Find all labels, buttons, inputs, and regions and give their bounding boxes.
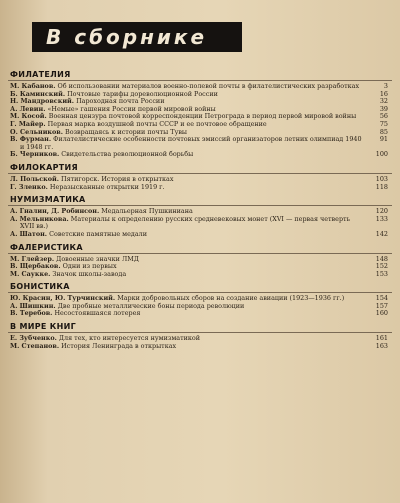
entry-text [8, 231, 364, 239]
entry-author: Б. Каминский. [10, 89, 66, 98]
entry-page-number: 161 [375, 334, 388, 343]
entry-title: Две пробные металлические боны периода революции [57, 301, 245, 310]
section [8, 242, 392, 279]
entry-author: В. Теребов. [10, 309, 53, 318]
entry-page-number: 16 [379, 89, 388, 98]
toc-entry [8, 343, 392, 351]
entry-author: Г. Зленко. [10, 182, 48, 191]
entry-page-number: 148 [375, 254, 388, 263]
entry-page-number: 85 [379, 127, 388, 136]
entry-page-number: 32 [379, 97, 388, 106]
entry-title: Несостоявшаяся лотерея [54, 309, 141, 318]
entry-text [8, 343, 364, 351]
entry-title: История Ленинграда в открытках [61, 341, 177, 350]
section [8, 321, 392, 350]
entry-title: Материалы к определению русских средневековых монет (XVI — первая четверть XVII вв.) [20, 214, 351, 231]
entry-page-number: 120 [375, 207, 388, 216]
entry-text [8, 271, 364, 279]
entry-title: Пароходная почта России [76, 97, 165, 106]
entry-author: Л. Польской. [10, 174, 59, 183]
entry-author: М. Степанов. [10, 341, 60, 350]
section [8, 194, 392, 238]
entry-author: Ю. Красин, Ю. Турчинский. [10, 294, 116, 303]
entry-page-number: 153 [375, 269, 388, 278]
entry-author: В. Щербаков. [10, 262, 61, 271]
entry-title: Первая марка воздушной почты СССР и ее почтовое обращение [47, 119, 267, 128]
entry-author: Г. Майер. [10, 119, 46, 128]
entry-author: А. Шишкин. [10, 301, 56, 310]
section [8, 69, 392, 159]
entry-title: Об использовании материалов военно-полевой почты в филателистических разработках [57, 82, 360, 90]
entry-page-number: 103 [375, 174, 388, 183]
entry-title: Свидетельства революционной борьбы [61, 150, 194, 159]
entry-author: А. Мельникова. [10, 214, 69, 223]
entry-author: М. Косой. [10, 112, 47, 121]
entry-author: М. Саукке. [10, 269, 51, 278]
toc-entry [8, 231, 392, 239]
section-title: ФАЛЕРИСТИКА [8, 242, 392, 254]
entry-page-number: 3 [383, 82, 388, 90]
entry-author: М. Глейзер. [10, 254, 55, 263]
entry-title: Пятигорск. История в открытках [61, 174, 174, 183]
section-title: ФИЛОКАРТИЯ [8, 162, 392, 174]
toc-entry [8, 136, 392, 151]
entry-page-number: 91 [379, 135, 388, 144]
entry-page-number: 56 [379, 112, 388, 121]
table-of-contents [8, 66, 392, 350]
page-title: В сборнике [32, 22, 242, 52]
toc-entry [8, 184, 392, 192]
entry-text [8, 216, 364, 231]
toc-entry [8, 271, 392, 279]
section-title: ФИЛАТЕЛИЯ [8, 69, 392, 81]
entry-page-number: 152 [375, 262, 388, 271]
entry-page-number: 157 [375, 301, 388, 310]
entry-title: Медальерная Пушкиниана [101, 207, 193, 216]
entry-page-number: 142 [375, 229, 388, 238]
toc-entry [8, 310, 392, 318]
entry-page-number: 118 [375, 182, 388, 191]
entry-title: Возвращаясь к истории почты Тувы [65, 127, 188, 136]
entry-author: Б. Черников. [10, 150, 60, 159]
section-title: НУМИЗМАТИКА [8, 194, 392, 206]
entry-page-number: 154 [375, 294, 388, 303]
entry-author: М. Кабанов. [10, 82, 56, 90]
entry-text [8, 136, 364, 151]
entry-author: А. Левин. [10, 104, 46, 113]
section-title: В МИРЕ КНИГ [8, 321, 392, 333]
section [8, 162, 392, 191]
entry-title: Почтовые тарифы дореволюционной России [67, 89, 218, 98]
entry-text [8, 151, 364, 159]
entry-title: Довоенные значки ЛМД [56, 254, 139, 263]
entry-title: Военная цензура почтовой корреспонденции Петрограда в период первой мировой войны [48, 112, 357, 121]
entry-title: «Немые» гашения России первой мировой войны [47, 104, 216, 113]
entry-page-number: 39 [379, 104, 388, 113]
entry-title: Значок школы-завода [52, 269, 127, 278]
toc-entry [8, 216, 392, 231]
entry-author: А. Гналин, Д. Робинсон. [10, 207, 100, 216]
entry-author: Н. Мандровский. [10, 97, 75, 106]
entry-title: Филателистические особенности почтовых эмиссий организаторов летних олимпиад 1940 и 1948 гг. [20, 135, 362, 151]
entry-text [8, 310, 364, 318]
entry-title: Одни из первых [62, 262, 117, 271]
entry-title: Марки добровольных сборов на создание авиации (1923—1936 гг.) [117, 294, 345, 303]
section [8, 281, 392, 318]
entry-title: Советские памятные медали [49, 229, 147, 238]
entry-page-number: 163 [375, 341, 388, 350]
entry-author: Е. Зубченко. [10, 334, 57, 343]
entry-title: Для тех, кто интересуется нумизматикой [58, 334, 200, 343]
entry-author: А. Шатон. [10, 229, 48, 238]
entry-page-number: 100 [375, 150, 388, 159]
toc-entry [8, 151, 392, 159]
entry-author: О. Сельников. [10, 127, 63, 136]
entry-title: Неразысканные открытки 1919 г. [49, 182, 165, 191]
entry-text [8, 184, 364, 192]
entry-page-number: 160 [375, 309, 388, 318]
section-title: БОНИСТИКА [8, 281, 392, 293]
entry-page-number: 75 [379, 119, 388, 128]
entry-page-number: 133 [375, 214, 388, 223]
entry-author: В. Фурман. [10, 135, 52, 144]
